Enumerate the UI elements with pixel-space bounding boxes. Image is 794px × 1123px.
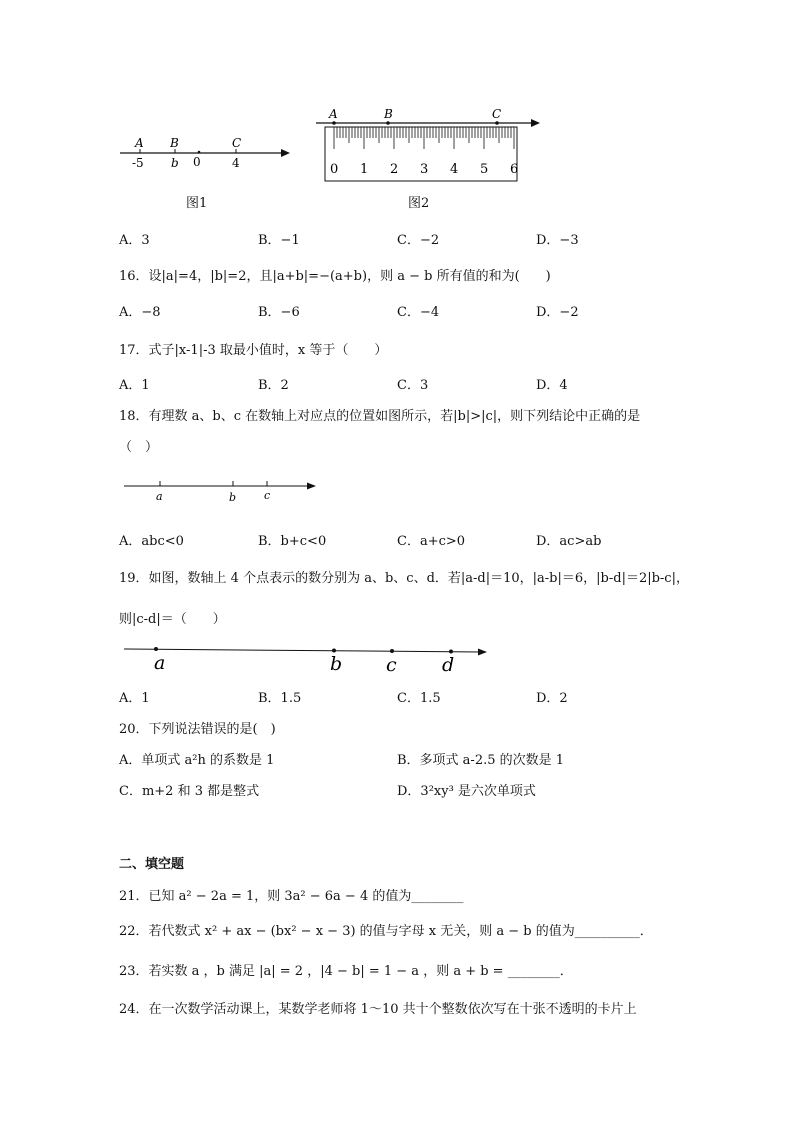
fig1-tick-zero: 0 — [193, 155, 201, 169]
fig1-tick-four: 4 — [232, 156, 240, 170]
ruler-number: 5 — [480, 162, 489, 177]
ruler-number: 4 — [450, 162, 459, 177]
q18-label-a: a — [156, 490, 163, 503]
q18-option-d: D．ac>ab — [536, 534, 602, 549]
fig1-label-c: C — [232, 136, 242, 150]
q16-option-a: A．−8 — [119, 305, 161, 320]
q16-stem: 16．设|a|=4，|b|=2，且|a+b|=−(a+b)，则 a − b 所有值的和为( ) — [119, 269, 551, 284]
ruler-number: 6 — [510, 162, 519, 177]
q20-option-c: C．m+2 和 3 都是整式 — [119, 784, 260, 799]
q19-option-d: D．2 — [536, 691, 568, 706]
q17-option-b: B．2 — [258, 378, 289, 393]
q20-option-d: D．3²xy³ 是六次单项式 — [397, 784, 536, 799]
q16-option-d: D．−2 — [536, 305, 579, 320]
fig2-caption: 图2 — [408, 196, 430, 211]
section-heading-fill-in: 二、填空题 — [119, 857, 185, 872]
q17-option-a: A．1 — [119, 378, 150, 393]
q17-option-d: D．4 — [536, 378, 568, 393]
ruler-number: 3 — [420, 162, 429, 177]
q18-label-b: b — [229, 491, 237, 504]
q20-stem: 20．下列说法错误的是( ) — [119, 722, 276, 737]
q15-option-d: D．−3 — [536, 233, 579, 248]
q19-stem-cont: 则|c-d|＝（ ） — [119, 612, 226, 627]
figure-2-ruler — [312, 104, 544, 184]
fig2-label-b: B — [384, 107, 393, 121]
ruler-number: 1 — [360, 162, 369, 177]
fig1-tick-minus5: -5 — [132, 156, 144, 170]
q19-option-a: A．1 — [119, 691, 150, 706]
q19-option-c: C．1.5 — [397, 691, 441, 706]
q16-option-b: B．−6 — [258, 305, 300, 320]
fig1-label-b: B — [170, 136, 179, 150]
q19-number-line — [118, 638, 494, 678]
q15-option-b: B．−1 — [258, 233, 300, 248]
q18-option-b: B．b+c<0 — [258, 534, 327, 549]
ruler-number: 2 — [390, 162, 399, 177]
q18-option-a: A．abc<0 — [119, 534, 184, 549]
q17-option-c: C．3 — [397, 378, 429, 393]
figure-1-number-line — [115, 130, 300, 178]
fig1-label-a: A — [135, 136, 144, 150]
q18-stem-cont: （ ） — [119, 440, 159, 455]
q20-option-b: B．多项式 a-2.5 的次数是 1 — [397, 753, 565, 768]
ruler-number: 0 — [330, 162, 339, 177]
q18-label-c: c — [264, 489, 271, 502]
q19-label-a: a — [154, 652, 166, 674]
q19-option-b: B．1.5 — [258, 691, 302, 706]
q23-stem: 23．若实数 a ，b 满足 |a| = 2 ，|4 − b| = 1 − a ，则 a + b = ________． — [119, 964, 573, 979]
q19-stem: 19．如图，数轴上 4 个点表示的数分别为 a、b、c、d．若|a-d|＝10，|a-b|＝6，|b-d|＝2|b-c|， — [119, 571, 689, 586]
fig1-caption: 图1 — [186, 196, 208, 211]
q15-option-a: A．3 — [119, 233, 150, 248]
q19-label-c: c — [386, 654, 397, 676]
q16-option-c: C．−4 — [397, 305, 440, 320]
q21-stem: 21．已知 a² − 2a = 1，则 3a² − 6a − 4 的值为________ — [119, 889, 464, 904]
q18-number-line — [118, 474, 323, 506]
fig2-label-c: C — [492, 107, 502, 121]
fig2-label-a: A — [329, 107, 338, 121]
q17-stem: 17．式子|x-1|-3 取最小值时，x 等于（ ） — [119, 343, 388, 358]
q20-option-a: A．单项式 a²h 的系数是 1 — [119, 753, 275, 768]
fig1-tick-b: b — [171, 156, 179, 170]
q19-label-d: d — [442, 654, 455, 676]
q22-stem: 22．若代数式 x² + ax − (bx² − x − 3) 的值与字母 x 无关，则 a − b 的值为__________． — [119, 924, 653, 939]
q15-option-c: C．−2 — [397, 233, 440, 248]
q18-stem: 18．有理数 a、b、c 在数轴上对应点的位置如图所示，若|b|>|c|，则下列结论中正确的是 — [119, 409, 641, 424]
q19-label-b: b — [330, 653, 343, 675]
q24-stem: 24．在一次数学活动课上，某数学老师将 1～10 共十个整数依次写在十张不透明的卡片上 — [119, 1002, 637, 1017]
q18-option-c: C．a+c>0 — [397, 534, 466, 549]
